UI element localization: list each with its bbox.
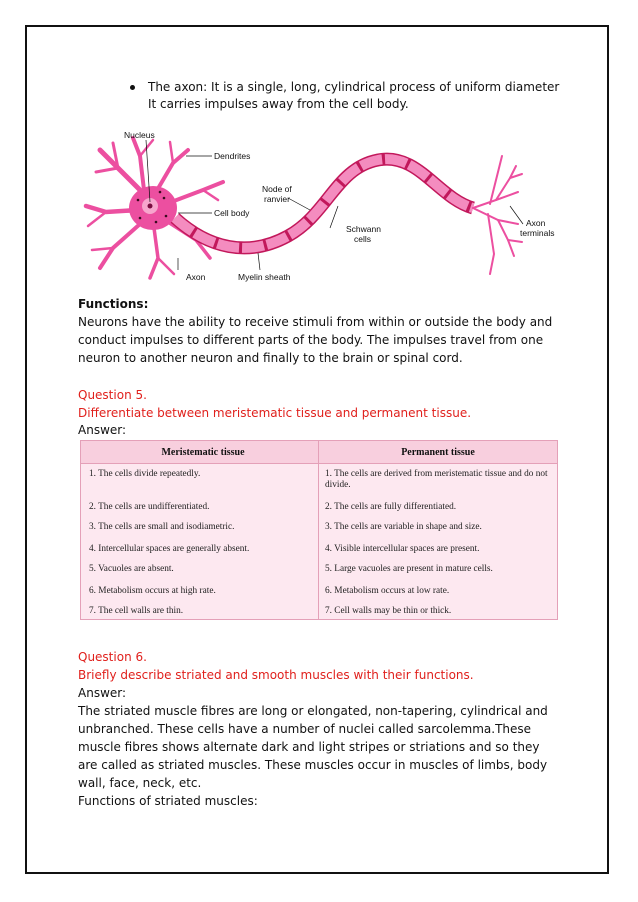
q6-line-5: wall, face, neck, etc. xyxy=(78,776,202,790)
table-cell: 2. The cells are fully differentiated. xyxy=(325,502,457,512)
q6-answer-label: Answer: xyxy=(78,686,127,700)
q6-line-1: The striated muscle fibres are long or elongated, non-tapering, cylindrical and xyxy=(78,704,548,718)
table-cell: 7. The cell walls are thin. xyxy=(89,606,184,616)
table-cell: 7. Cell walls may be thin or thick. xyxy=(325,606,452,616)
neuron-diagram xyxy=(78,128,570,292)
bullet-line-1: The axon: It is a single, long, cylindrical process of uniform diameter xyxy=(148,80,560,94)
q6-line-4: are called as striated muscles. These muscles occur in muscles of limbs, body xyxy=(78,758,548,772)
table-cell: 6. Metabolism occurs at low rate. xyxy=(325,586,450,596)
comparison-table xyxy=(80,440,558,620)
label-cell-body: Cell body xyxy=(214,208,250,218)
axon-terminals-shape xyxy=(473,156,522,274)
table-cell: 4. Visible intercellular spaces are present. xyxy=(325,544,480,554)
table-header-meristematic: Meristematic tissue xyxy=(161,447,245,458)
table-cell: 1. The cells are derived from meristematic tissue and do not divide. xyxy=(325,469,548,490)
q6-line-6: Functions of striated muscles: xyxy=(78,794,258,808)
q5-question: Differentiate between meristematic tissue and permanent tissue. xyxy=(78,406,472,420)
myelin-sheath-shape xyxy=(175,159,473,248)
label-dendrites: Dendrites xyxy=(214,151,251,161)
q6-title: Question 6. xyxy=(78,650,147,664)
table-cell: 2. The cells are undifferentiated. xyxy=(89,502,210,512)
bullet-icon xyxy=(130,85,135,90)
table-header-permanent: Permanent tissue xyxy=(401,447,475,458)
label-node-of-ranvier-1: Node of xyxy=(262,184,292,194)
table-divider xyxy=(318,441,319,619)
label-axon: Axon xyxy=(186,272,206,282)
table-cell: 3. The cells are variable in shape and size. xyxy=(325,522,482,532)
label-myelin-sheath: Myelin sheath xyxy=(238,272,291,282)
functions-line-3: neuron to another neuron and finally to the brain or spinal cord. xyxy=(78,351,463,365)
label-axon-terminals-1: Axon xyxy=(526,218,546,228)
table-cell: 5. Vacuoles are absent. xyxy=(89,564,174,574)
label-schwann-2: cells xyxy=(354,234,372,244)
functions-line-1: Neurons have the ability to receive stimuli from within or outside the body and xyxy=(78,315,553,329)
bullet-line-2: It carries impulses away from the cell body. xyxy=(148,97,409,111)
table-cell: 3. The cells are small and isodiametric. xyxy=(89,522,235,532)
table-cell: 4. Intercellular spaces are generally absent. xyxy=(89,544,250,554)
q5-answer-label: Answer: xyxy=(78,423,127,437)
functions-heading: Functions: xyxy=(78,297,149,311)
q6-line-3: muscle fibres shows alternate dark and light stripes or striations and so they xyxy=(78,740,540,754)
label-schwann-1: Schwann xyxy=(346,224,381,234)
label-axon-terminals-2: terminals xyxy=(520,228,555,238)
label-node-of-ranvier-2: ranvier xyxy=(264,194,290,204)
table-cell: 6. Metabolism occurs at high rate. xyxy=(89,586,216,596)
functions-line-2: conduct impulses to different parts of the body. The impulses travel from one xyxy=(78,333,544,347)
q5-title: Question 5. xyxy=(78,388,147,402)
table-cell: 1. The cells divide repeatedly. xyxy=(89,469,201,479)
q6-question: Briefly describe striated and smooth muscles with their functions. xyxy=(78,668,474,682)
label-nucleus: Nucleus xyxy=(124,130,155,140)
table-cell: 5. Large vacuoles are present in mature cells. xyxy=(325,564,493,574)
q6-line-2: unbranched. These cells have a number of nuclei called sarcolemma.These xyxy=(78,722,532,736)
